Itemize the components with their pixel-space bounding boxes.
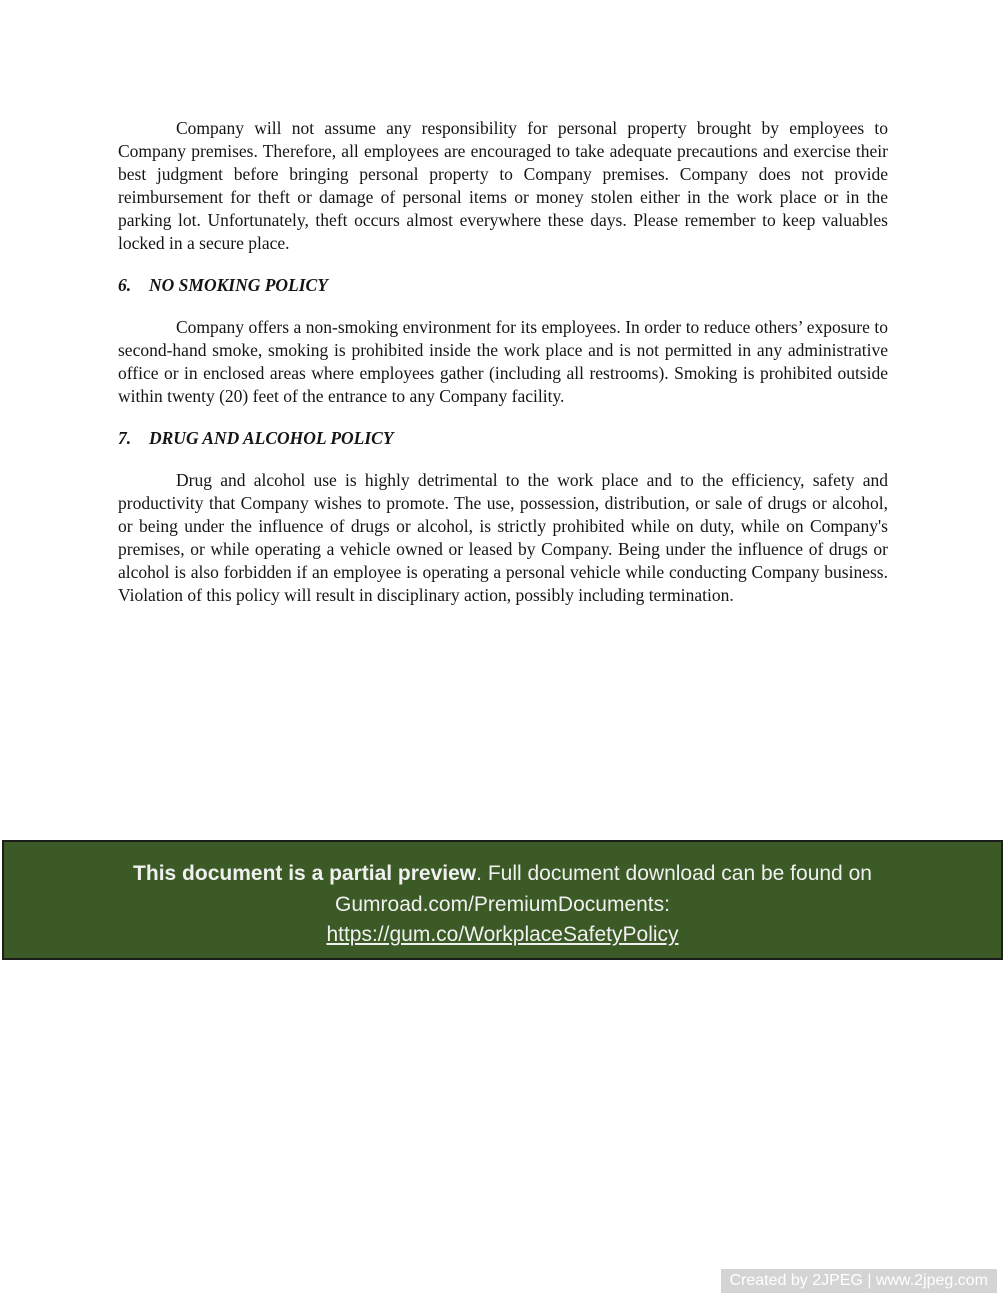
section-title: NO SMOKING POLICY bbox=[149, 275, 328, 295]
creator-watermark: Created by 2JPEG | www.2jpeg.com bbox=[721, 1269, 998, 1293]
section-title: DRUG AND ALCOHOL POLICY bbox=[149, 428, 394, 448]
partial-preview-banner bbox=[2, 840, 1003, 960]
banner-lead-rest: . Full document download can be found on bbox=[476, 862, 872, 885]
drug-alcohol-paragraph: Drug and alcohol use is highly detrimental to the work place and to the efficiency, safety and productivity that Company wishes to promote. The use, possession, distribution, or sale of drugs or alcohol, or being under the influence of drugs or alcohol, is strictly prohibited while on duty, while on Company's premises, or while operating a vehicle owned or leased by Company. Being under the influence of drugs or alcohol is also forbidden if an employee is operating a personal vehicle while conducting Company business. Violation of this policy will result in disciplinary action, possibly including termination. bbox=[118, 470, 888, 605]
banner-link-line bbox=[4, 920, 1001, 951]
intro-paragraph: Company will not assume any responsibility for personal property brought by employees to Company premises. Therefore, all employees are encouraged to take adequate precautions and exercise their best judgment before bringing personal property to Company premises. Company does not provide reimbursement for theft or damage of personal items or money stolen either in the work place or in the parking lot. Unfortunately, theft occurs almost everywhere these days. Please remember to keep valuables locked in a secure place. bbox=[118, 118, 888, 253]
banner-site-line: Gumroad.com/PremiumDocuments: bbox=[335, 892, 670, 916]
section-number: 6. bbox=[118, 275, 132, 295]
section-heading-drug-alcohol bbox=[118, 427, 888, 450]
section-number: 7. bbox=[118, 428, 132, 448]
banner-lead-line bbox=[4, 859, 1001, 890]
banner-lead-bold: This document is a partial preview bbox=[133, 862, 477, 885]
section-heading-no-smoking bbox=[118, 274, 888, 297]
no-smoking-paragraph: Company offers a non-smoking environment for its employees. In order to reduce others’ exposure to second-hand smoke, smoking is prohibited inside the work place and is not permitted in any administrative office or in enclosed areas where employees gather (including all restrooms). Smoking is prohibited outside within twenty (20) feet of the entrance to any Company facility. bbox=[118, 317, 888, 406]
download-link[interactable]: https://gum.co/WorkplaceSafetyPolicy bbox=[326, 923, 679, 946]
document-body bbox=[118, 117, 888, 607]
